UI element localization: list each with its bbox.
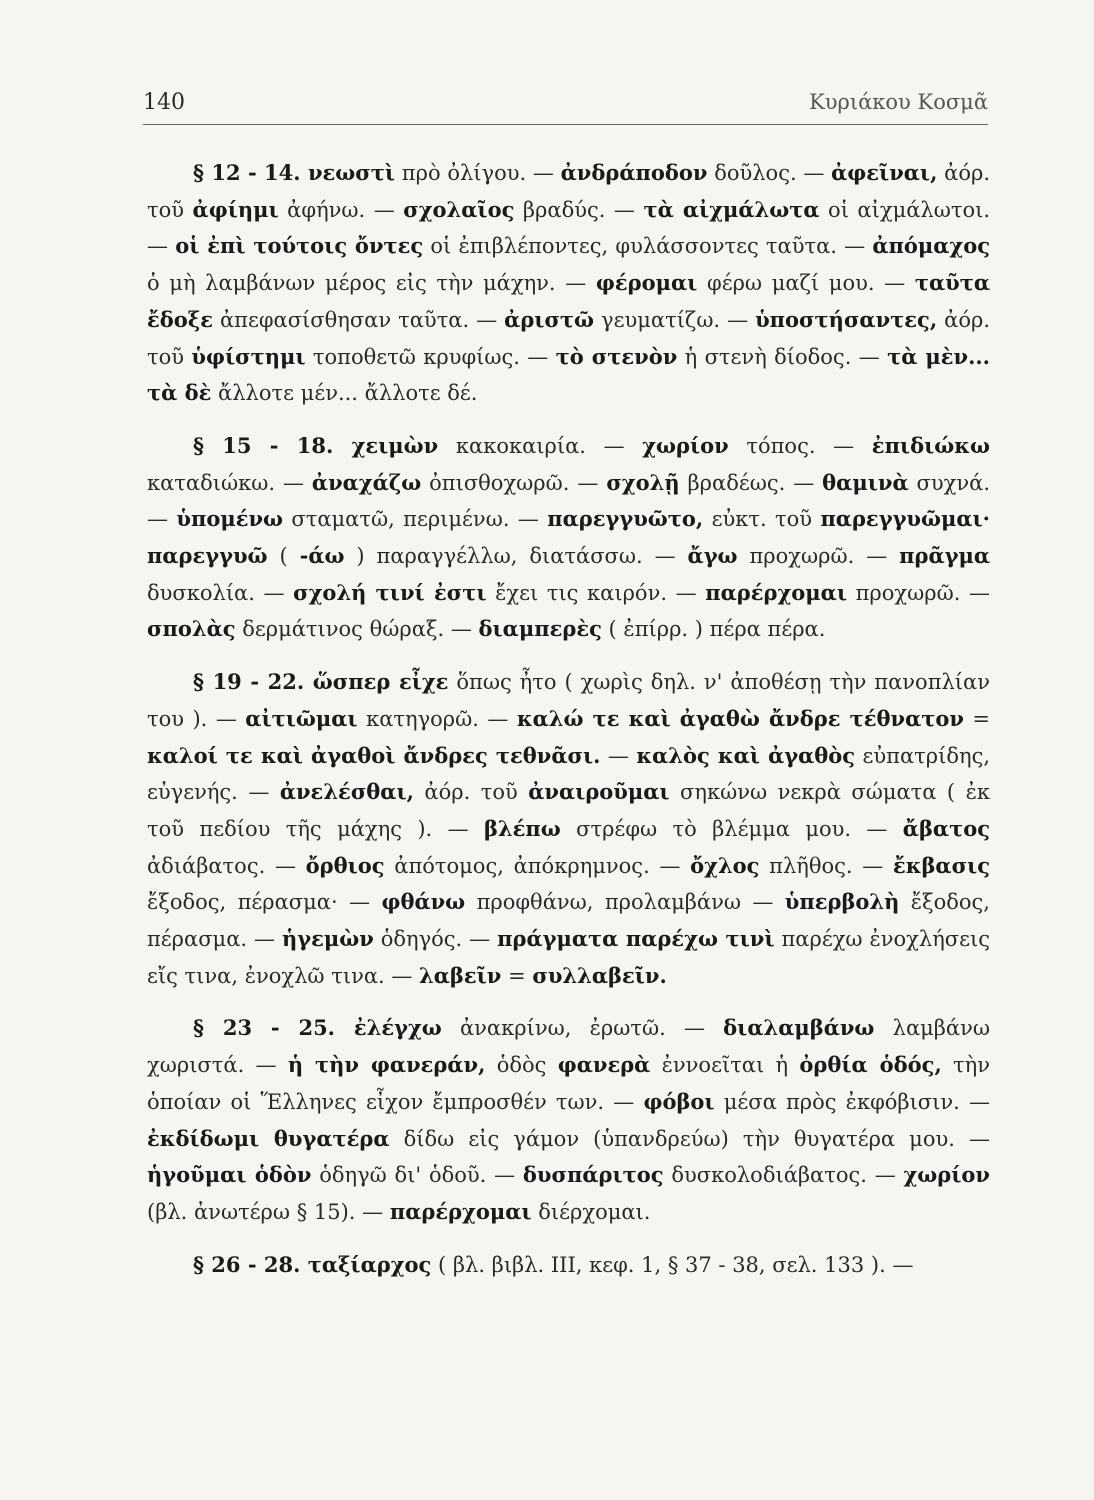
gloss-text: — <box>600 743 637 768</box>
headword: σχολῇ <box>606 469 680 495</box>
commentary-body <box>147 155 990 1283</box>
headword: ὑποστήσαντες, <box>755 306 938 332</box>
headword: συλλαβεῖν. <box>532 962 667 988</box>
gloss-text: παρέχω ἐνοχλήσεις εἴς τινα, ἐνοχλῶ τινα. — <box>147 927 990 988</box>
gloss-text: εὐπατρίδης, εὐγενής. — <box>147 743 991 805</box>
gloss-text: γευματίζω. — <box>594 307 756 332</box>
headword: βλέπω <box>483 815 561 841</box>
gloss-text: = <box>963 706 990 731</box>
gloss-text: τοποθετῶ κρυφίως. — <box>305 344 556 369</box>
gloss-text: πλῆθος. — <box>759 853 893 878</box>
gloss-text: ὁδηγός. — <box>373 927 498 952</box>
gloss-text: συχνά. — <box>147 470 990 532</box>
gloss-text: τὴν ὁποίαν οἱ Ἕλληνες εἶχον ἔμπροσθέν των. — <box>147 1053 991 1114</box>
headword: διαμπερὲς <box>478 616 602 642</box>
headword: § 23 - 25. <box>193 1015 354 1041</box>
headword: χωρίον <box>903 1162 990 1188</box>
gloss-text: ἀόρ. τοῦ <box>413 780 529 805</box>
headword: παρεγγυῶμαι· παρεγγυῶ <box>147 506 990 569</box>
gloss-text: διέρχομαι. <box>531 1199 651 1224</box>
headword: φθάνω <box>381 889 466 915</box>
headword: αἰτιῶμαι <box>245 705 358 731</box>
headword: φανερὰ <box>557 1052 651 1078</box>
gloss-text: ἀφήνω. — <box>278 197 404 222</box>
headword: τὰ αἰχμάλωτα <box>643 196 820 222</box>
gloss-text: ( ἐπίρρ. ) πέρα πέρα. <box>601 617 826 642</box>
gloss-text: ἀόρ. τοῦ <box>147 307 990 369</box>
gloss-text: ἡ στενὴ δίοδος. — <box>677 344 888 369</box>
gloss-text: δίδω εἰς γάμον (ὑπανδρεύω) τὴν θυγατέρα μου. — <box>389 1126 990 1151</box>
gloss-text: δερμάτινος θώραξ. — <box>235 617 479 642</box>
gloss-text: προφθάνω, προλαμβάνω — <box>465 890 785 915</box>
paragraph-19-22 <box>147 664 990 994</box>
gloss-text: καταδιώκω. — <box>147 470 312 495</box>
headword: οἱ ἐπὶ τούτοις ὄντες <box>175 233 424 259</box>
gloss-text: ἔχει τις καιρόν. — <box>486 580 706 605</box>
headword: ὑφίστημι <box>191 343 306 369</box>
headword: χωρίον <box>642 432 729 458</box>
gloss-text: ἄλλοτε μέν... ἄλλοτε δέ. <box>211 381 478 406</box>
headword: σπολὰς <box>147 616 236 642</box>
gloss-text: εὐκτ. τοῦ <box>703 507 821 532</box>
gloss-text: δυσκολοδιάβατος. — <box>663 1163 904 1188</box>
gloss-text: ὁδὸς <box>485 1053 558 1078</box>
headword: ἀναχάζω <box>311 469 422 495</box>
headword: θαμινὰ <box>822 469 909 495</box>
headword: § 19 - 22. <box>193 669 313 695</box>
gloss-text: λαμβάνω χωριστά. — <box>147 1016 990 1078</box>
gloss-text: προχωρῶ. — <box>737 544 900 569</box>
headword: νεωστὶ <box>307 160 396 185</box>
gloss-text: τόπος. — <box>728 433 872 458</box>
gloss-text: κακοκαιρία. — <box>438 433 643 458</box>
headword: ὑπερβολὴ <box>784 889 900 915</box>
headword: ἀνδράποδον <box>560 160 708 185</box>
headword: τὸ στενὸν <box>555 343 678 369</box>
headword: ἀπόμαχος <box>872 233 991 259</box>
headword: πράγματα παρέχω τινὶ <box>497 926 775 952</box>
gloss-text: σηκώνω νεκρὰ σώματα ( ἐκ τοῦ πεδίου τῆς μάχης ). — <box>147 780 990 841</box>
headword: ὥσπερ εἶχε <box>312 669 449 695</box>
gloss-text: δοῦλος. — <box>707 161 832 185</box>
gloss-text: προχωρῶ. — <box>847 580 991 605</box>
headword: καλοί τε καὶ ἀγαθοὶ ἄνδρες τεθνᾶσι. <box>147 742 601 768</box>
headword: ἀφεῖναι, <box>831 160 938 185</box>
headword: καλώ τε καὶ ἀγαθὼ ἄνδρε τέθνατον <box>516 705 964 731</box>
headword: λαβεῖν <box>419 962 502 988</box>
gloss-text: φέρω μαζί μου. — <box>697 271 915 296</box>
headword: ἐκδίδωμι θυγατέρα <box>147 1125 390 1151</box>
headword: ἀναιροῦμαι <box>528 779 670 805</box>
gloss-text: ὀπισθοχωρῶ. — <box>421 470 607 495</box>
gloss-text: ὁ μὴ λαμβάνων μέρος εἰς τὴν μάχην. — <box>147 271 596 296</box>
gloss-text: δυσκολία. — <box>147 580 294 605</box>
headword: § 15 - 18. <box>193 432 352 458</box>
gloss-text: ὅπως ἦτο ( χωρὶς δηλ. ν' ἀποθέσῃ τὴν πανοπλίαν του ). — <box>147 670 990 731</box>
headword: -άω <box>299 543 345 569</box>
headword: ἀριστῶ <box>504 306 595 332</box>
headword: ἄβατος <box>902 815 990 841</box>
headword: ἐπιδιώκω <box>871 432 990 458</box>
headword: παρεγγυῶτο, <box>547 506 704 532</box>
gloss-text: ἀδιάβατος. — <box>147 853 306 878</box>
headword: σχολαῖος <box>403 196 515 222</box>
gloss-text: ἐννοεῖται ἡ <box>650 1053 800 1078</box>
headword: ἐλέγχω <box>353 1015 442 1041</box>
headword: πρᾶγμα <box>899 543 991 569</box>
headword: τὰ μὲν... τὰ δὲ <box>147 343 990 406</box>
paragraph-15-18 <box>147 428 990 648</box>
paragraph-26-28 <box>147 1247 990 1284</box>
gloss-text: = <box>501 963 533 988</box>
gloss-text: ἔξοδος, πέρασμα· — <box>147 890 382 915</box>
headword: ἄγω <box>687 543 738 569</box>
page-number: 140 <box>143 90 185 115</box>
gloss-text: μέσα πρὸς ἐκφόβισιν. — <box>714 1089 990 1114</box>
headword: χειμὼν <box>351 432 439 458</box>
gloss-text: πρὸ ὀλίγου. — <box>395 161 561 185</box>
gloss-text: κατηγορῶ. — <box>357 706 517 731</box>
headword: καλὸς καὶ ἀγαθὸς <box>636 742 856 768</box>
gloss-text: οἱ ἐπιβλέποντες, φυλάσσοντες ταῦτα. — <box>423 234 873 259</box>
headword: παρέρχομαι <box>705 579 847 605</box>
headword: ἡγοῦμαι ὁδὸν <box>147 1162 312 1188</box>
gloss-text: ἀνακρίνω, ἐρωτῶ. — <box>441 1016 724 1041</box>
gloss-text: οἱ αἰχμάλωτοι. — <box>147 197 991 259</box>
gloss-text: σταματῶ, περιμένω. — <box>283 507 548 532</box>
headword: ὄχλος <box>690 852 760 878</box>
headword: φόβοι <box>643 1088 715 1114</box>
paragraph-23-25 <box>147 1010 990 1230</box>
gloss-text: ἀπότομος, ἀπόκρημνος. — <box>384 853 691 878</box>
headword: διαλαμβάνω <box>723 1015 875 1041</box>
gloss-text: ἔξοδος, πέρασμα. — <box>147 890 990 952</box>
running-head <box>143 90 988 125</box>
gloss-text: ὁδηγῶ δι' ὁδοῦ. — <box>311 1163 523 1188</box>
headword: ὄρθιος <box>305 852 385 878</box>
gloss-text: ( βλ. βιβλ. III, κεφ. 1, § 37 - 38, σελ. 133 ). — <box>431 1252 914 1277</box>
gloss-text: στρέφω τὸ βλέμμα μου. — <box>560 816 903 841</box>
headword: § 12 - 14. <box>193 160 308 185</box>
gloss-text: (βλ. ἀνωτέρω § 15). — <box>147 1199 390 1224</box>
headword: δυσπάριτος <box>522 1162 664 1188</box>
headword: ἀνελέσθαι, <box>279 779 414 805</box>
gloss-text: βραδέως. — <box>679 470 823 495</box>
headword: φέρομαι <box>595 270 698 296</box>
headword: παρέρχομαι <box>389 1198 532 1224</box>
running-title: Κυριάκου Κοσμᾶ <box>809 90 988 114</box>
headword: ὀρθία ὁδός, <box>799 1052 942 1078</box>
headword: ἡγεμὼν <box>281 926 374 952</box>
gloss-text: ἀόρ. τοῦ <box>147 161 990 222</box>
gloss-text: ἀπεφασίσθησαν ταῦτα. — <box>212 307 505 332</box>
headword: ἔκβασις <box>892 852 990 878</box>
headword: ἀφίημι <box>192 196 279 222</box>
headword: ταξίαρχος <box>307 1251 432 1277</box>
gloss-text: ( <box>267 544 300 569</box>
headword: ὑπομένω <box>176 506 284 532</box>
headword: ἡ τὴν φανεράν, <box>287 1052 486 1078</box>
gloss-text: βραδύς. — <box>514 197 644 222</box>
headword: ταῦτα ἔδοξε <box>147 270 990 332</box>
headword: § 26 - 28. <box>193 1251 308 1277</box>
gloss-text: ) παραγγέλλω, διατάσσω. — <box>344 544 688 569</box>
paragraph-12-14 <box>147 155 990 412</box>
headword: σχολή τινί ἐστι <box>293 579 487 605</box>
